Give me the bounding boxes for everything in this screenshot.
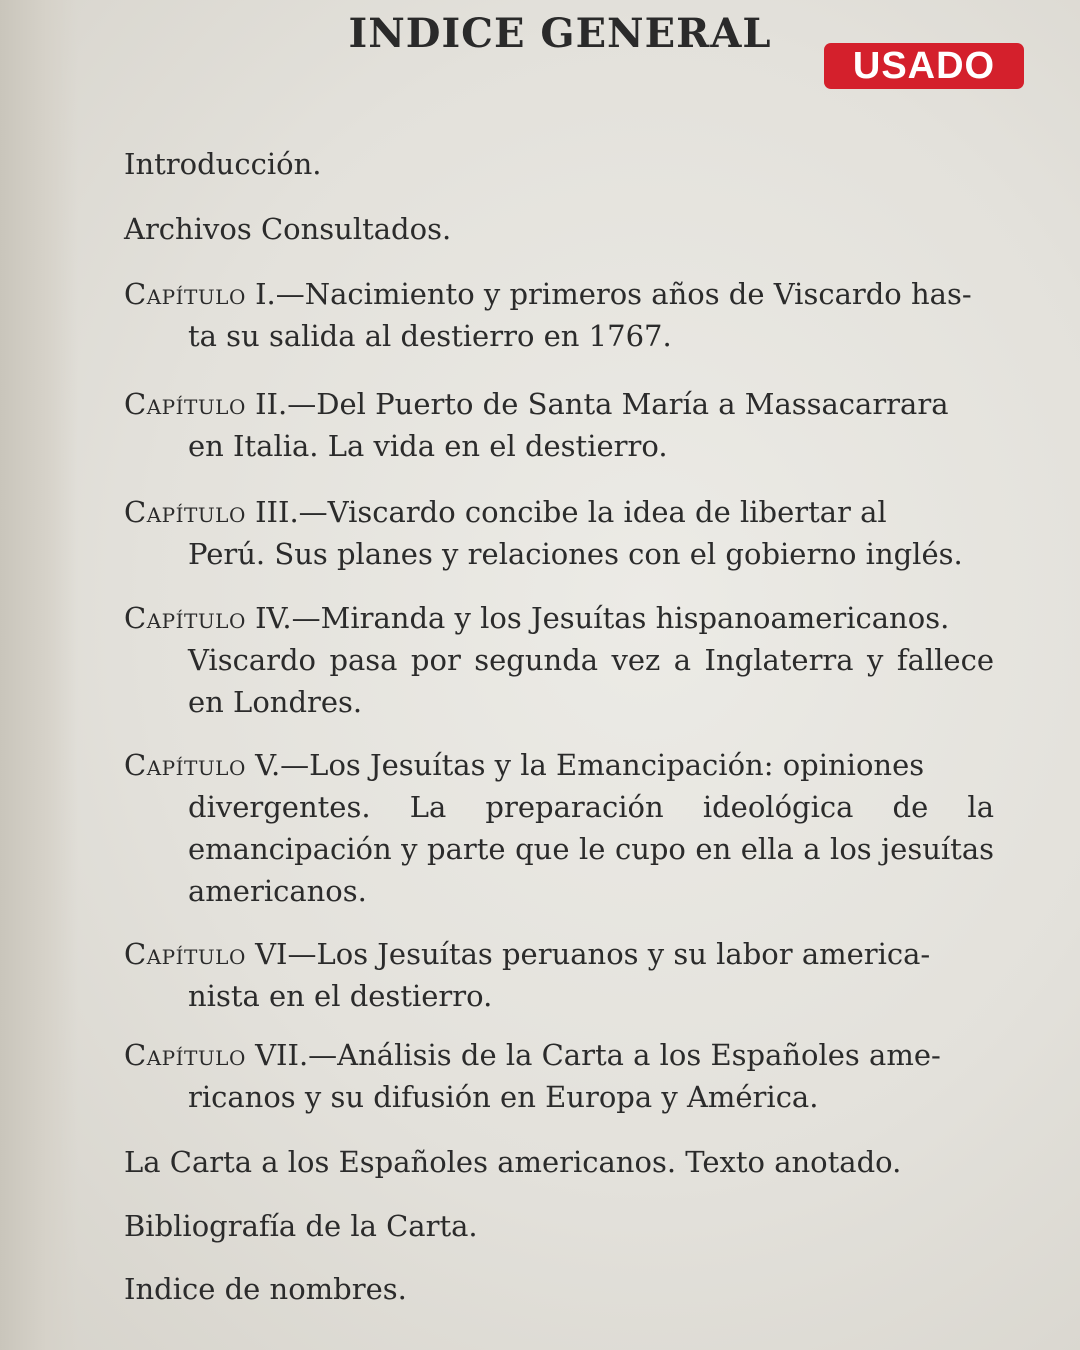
toc-entry-bibliografia: Bibliografía de la Carta. <box>124 1209 478 1243</box>
chapter-title-first-line: III.—Viscardo concibe la idea de libertar al <box>255 495 887 529</box>
chapter-prefix: Capítulo <box>124 495 246 529</box>
chapter-prefix: Capítulo <box>124 937 246 971</box>
chapter-title-continuation: Viscardo pasa por segunda vez a Inglaterra y fallece en Londres. <box>188 643 994 719</box>
toc-entry-introduccion: Introducción. <box>124 147 322 181</box>
chapter-prefix: Capítulo <box>124 748 246 782</box>
toc-entry-indice-nombres: Indice de nombres. <box>124 1272 407 1306</box>
chapter-title-first-line: VII.—Análisis de la Carta a los Españoles ame- <box>255 1038 941 1072</box>
used-badge: USADO <box>824 43 1024 89</box>
toc-entry-capitulo-1 <box>124 273 994 357</box>
chapter-title-first-line: I.—Nacimiento y primeros años de Viscardo has- <box>255 277 972 311</box>
chapter-title-continuation: ricanos y su difusión en Europa y América. <box>188 1080 819 1114</box>
chapter-title-continuation: ta su salida al destierro en 1767. <box>188 319 672 353</box>
chapter-title-first-line: V.—Los Jesuítas y la Emancipación: opiniones <box>255 748 925 782</box>
page-title: INDICE GENERAL <box>348 10 772 57</box>
chapter-prefix: Capítulo <box>124 387 246 421</box>
toc-entry-capitulo-4 <box>124 597 994 723</box>
chapter-prefix: Capítulo <box>124 601 246 635</box>
chapter-title-first-line: IV.—Miranda y los Jesuítas hispanoamericanos. <box>255 601 950 635</box>
toc-entry-archivos: Archivos Consultados. <box>124 212 452 246</box>
chapter-prefix: Capítulo <box>124 1038 246 1072</box>
chapter-title-continuation: divergentes. La preparación ideológica de la emancipación y parte que le cupo en ella a los jesuítas americanos. <box>188 790 994 908</box>
chapter-title-first-line: VI—Los Jesuítas peruanos y su labor america- <box>255 937 931 971</box>
chapter-title-continuation: nista en el destierro. <box>188 979 493 1013</box>
toc-entry-capitulo-6 <box>124 933 994 1017</box>
chapter-title-continuation: en Italia. La vida en el destierro. <box>188 429 668 463</box>
chapter-title-continuation: Perú. Sus planes y relaciones con el gobierno inglés. <box>188 537 963 571</box>
toc-entry-carta: La Carta a los Españoles americanos. Texto anotado. <box>124 1145 902 1179</box>
toc-entry-capitulo-2 <box>124 383 994 467</box>
toc-entry-capitulo-3 <box>124 491 994 575</box>
toc-entry-capitulo-7 <box>124 1034 994 1118</box>
page-gutter-shadow <box>0 0 78 1350</box>
chapter-title-first-line: II.—Del Puerto de Santa María a Massacarrara <box>255 387 949 421</box>
toc-entry-capitulo-5 <box>124 744 994 912</box>
chapter-prefix: Capítulo <box>124 277 246 311</box>
